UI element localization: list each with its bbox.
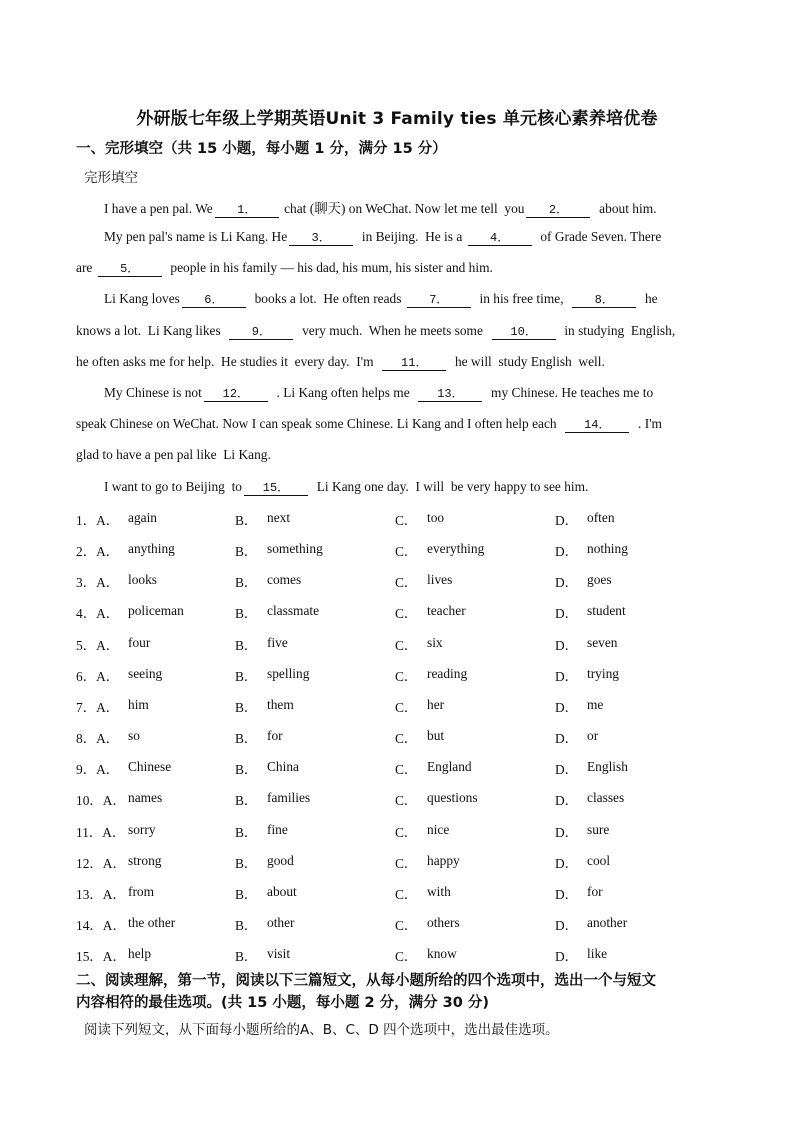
option-c-letter: C． <box>395 949 418 964</box>
option-c-letter: C． <box>395 606 418 621</box>
option-row <box>76 822 736 842</box>
option-c[interactable]: happy <box>427 853 460 868</box>
option-b[interactable]: for <box>267 728 283 743</box>
option-c[interactable]: but <box>427 728 445 743</box>
option-c[interactable]: teacher <box>427 603 466 618</box>
option-d-letter: D． <box>555 575 579 590</box>
question-number: 7．A． <box>76 700 120 715</box>
option-b-letter: B． <box>235 544 258 559</box>
answer-blank[interactable]: 5． <box>98 262 162 277</box>
option-row <box>76 603 736 623</box>
question-number: 1．A． <box>76 513 120 528</box>
passage-line <box>76 260 720 277</box>
option-row <box>76 759 736 779</box>
option-c-letter: C． <box>395 544 418 559</box>
section1-label: 完形填空 <box>84 170 138 186</box>
passage-text: about him. <box>592 201 657 216</box>
option-a[interactable]: seeing <box>128 666 163 681</box>
option-b[interactable]: them <box>267 697 294 712</box>
passage-line <box>104 479 748 496</box>
passage-text: in Beijing. He is a <box>355 229 466 244</box>
option-d[interactable]: English <box>587 759 628 774</box>
option-b-letter: B． <box>235 731 258 746</box>
answer-blank[interactable]: 9． <box>229 325 293 340</box>
answer-blank[interactable]: 4． <box>468 231 532 246</box>
option-d[interactable]: cool <box>587 853 611 868</box>
option-a[interactable]: Chinese <box>128 759 172 774</box>
option-b[interactable]: five <box>267 635 288 650</box>
option-d[interactable]: trying <box>587 666 619 681</box>
option-b-letter: B． <box>235 638 258 653</box>
option-b-letter: B． <box>235 825 258 840</box>
option-d-letter: D． <box>555 638 579 653</box>
option-c[interactable]: lives <box>427 572 453 587</box>
option-c[interactable]: too <box>427 510 445 525</box>
section1-heading: 一、完形填空（共 15 小题，每小题 1 分，满分 15 分） <box>76 141 447 157</box>
option-row <box>76 635 736 655</box>
passage-line <box>104 385 748 402</box>
option-row <box>76 666 736 686</box>
answer-blank[interactable]: 3． <box>289 231 353 246</box>
option-c[interactable]: nice <box>427 822 450 837</box>
section2-instruction: 阅读下列短文，从下面每小题所给的A、B、C、D 四个选项中，选出最佳选项。 <box>84 1022 559 1038</box>
section2-heading-line2: 内容相符的最佳选项。(共 15 小题，每小题 2 分，满分 30 分) <box>76 995 489 1011</box>
option-b-letter: B． <box>235 700 258 715</box>
option-d[interactable]: nothing <box>587 541 628 556</box>
option-d-letter: D． <box>555 544 579 559</box>
option-c-letter: C． <box>395 856 418 871</box>
option-d-letter: D． <box>555 513 579 528</box>
option-d[interactable]: often <box>587 510 615 525</box>
option-c-letter: C． <box>395 762 418 777</box>
option-b-letter: B． <box>235 513 258 528</box>
option-d[interactable]: for <box>587 884 603 899</box>
answer-blank[interactable]: 11． <box>382 356 446 371</box>
passage-text: I have a pen pal. We <box>104 201 213 216</box>
question-number: 9．A． <box>76 762 120 777</box>
passage-text: . Li Kang often helps me <box>269 385 417 400</box>
option-c-letter: C． <box>395 887 418 902</box>
answer-blank[interactable]: 8． <box>572 293 636 308</box>
option-c-letter: C． <box>395 575 418 590</box>
question-number: 6．A． <box>76 669 120 684</box>
option-b[interactable]: visit <box>267 946 291 961</box>
option-row <box>76 853 736 873</box>
option-d-letter: D． <box>555 918 579 933</box>
option-d[interactable]: goes <box>587 572 612 587</box>
passage-text: he will study English well. <box>448 354 605 369</box>
option-row <box>76 946 736 966</box>
option-d[interactable]: seven <box>587 635 618 650</box>
passage-text: My Chinese is not <box>104 385 202 400</box>
option-a[interactable]: anything <box>128 541 175 556</box>
option-d[interactable]: another <box>587 915 628 930</box>
option-row <box>76 697 736 717</box>
option-a[interactable]: strong <box>128 853 162 868</box>
option-a[interactable]: him <box>128 697 149 712</box>
option-c[interactable]: reading <box>427 666 468 681</box>
passage-text: he <box>638 291 658 306</box>
option-c-letter: C． <box>395 669 418 684</box>
question-number: 5．A． <box>76 638 120 653</box>
option-c-letter: C． <box>395 700 418 715</box>
passage-text: are <box>76 260 96 275</box>
option-b-letter: B． <box>235 575 258 590</box>
option-row <box>76 790 736 810</box>
passage-line <box>104 291 748 308</box>
option-a[interactable]: help <box>128 946 152 961</box>
option-d-letter: D． <box>555 825 579 840</box>
option-b[interactable]: spelling <box>267 666 310 681</box>
option-c-letter: C． <box>395 918 418 933</box>
option-row <box>76 915 736 935</box>
option-row <box>76 728 736 748</box>
option-b[interactable]: China <box>267 759 299 774</box>
passage-text: My pen pal's name is Li Kang. He <box>104 229 288 244</box>
option-b[interactable]: classmate <box>267 603 320 618</box>
option-d-letter: D． <box>555 949 579 964</box>
passage-text: I want to go to Beijing to <box>104 479 242 494</box>
option-d-letter: D． <box>555 606 579 621</box>
option-a[interactable]: so <box>128 728 140 743</box>
option-c[interactable]: questions <box>427 790 478 805</box>
option-d-letter: D． <box>555 856 579 871</box>
passage-text: speak Chinese on WeChat. Now I can speak some Chinese. Li Kang and I often help each <box>76 416 564 431</box>
option-a[interactable]: looks <box>128 572 158 587</box>
answer-blank[interactable]: 6． <box>182 293 246 308</box>
question-number: 3．A． <box>76 575 120 590</box>
option-c-letter: C． <box>395 793 418 808</box>
passage-text: people in his family — his dad, his mum, his sister and him. <box>163 260 493 275</box>
passage-text: of Grade Seven. There <box>533 229 662 244</box>
passage-text: Li Kang loves <box>104 291 180 306</box>
option-c-letter: C． <box>395 731 418 746</box>
document-title: 外研版七年级上学期英语Unit 3 Family ties 单元核心素养培优卷 <box>136 109 658 129</box>
option-b[interactable]: families <box>267 790 311 805</box>
option-row <box>76 541 736 561</box>
question-number: 8．A． <box>76 731 120 746</box>
passage-text: in his free time, <box>472 291 571 306</box>
passage-text: very much. When he meets some <box>295 323 490 338</box>
option-c[interactable]: England <box>427 759 472 774</box>
option-c[interactable]: with <box>427 884 451 899</box>
answer-blank[interactable]: 2． <box>526 203 590 218</box>
option-c[interactable]: six <box>427 635 443 650</box>
passage-line <box>104 198 748 218</box>
option-d-letter: D． <box>555 887 579 902</box>
option-b-letter: B． <box>235 793 258 808</box>
option-b[interactable]: fine <box>267 822 288 837</box>
option-a[interactable]: the other <box>128 915 176 930</box>
option-c-letter: C． <box>395 513 418 528</box>
question-number: 4．A． <box>76 606 120 621</box>
option-c[interactable]: everything <box>427 541 485 556</box>
option-d[interactable]: or <box>587 728 599 743</box>
option-d-letter: D． <box>555 762 579 777</box>
passage-line <box>104 229 748 246</box>
option-b-letter: B． <box>235 918 258 933</box>
option-a[interactable]: from <box>128 884 155 899</box>
passage-text: knows a lot. Li Kang likes <box>76 323 228 338</box>
passage-text: my Chinese. He teaches me to <box>484 385 654 400</box>
option-b[interactable]: about <box>267 884 297 899</box>
option-d-letter: D． <box>555 793 579 808</box>
option-b[interactable]: comes <box>267 572 302 587</box>
option-d-letter: D． <box>555 669 579 684</box>
option-a[interactable]: policeman <box>128 603 184 618</box>
option-d-letter: D． <box>555 700 579 715</box>
option-c-letter: C． <box>395 638 418 653</box>
answer-blank[interactable]: 13． <box>418 387 482 402</box>
passage-text: in studying English, <box>557 323 676 338</box>
option-c[interactable]: her <box>427 697 445 712</box>
passage-text: Li Kang one day. I will be very happy to see him. <box>310 479 589 494</box>
question-number: 15．A． <box>76 949 126 964</box>
option-c[interactable]: know <box>427 946 457 961</box>
option-d-letter: D． <box>555 731 579 746</box>
passage-text: books a lot. He often reads <box>247 291 405 306</box>
option-a[interactable]: sorry <box>128 822 156 837</box>
option-b[interactable]: other <box>267 915 295 930</box>
question-number: 13．A． <box>76 887 126 902</box>
option-a[interactable]: names <box>128 790 163 805</box>
option-d[interactable]: me <box>587 697 604 712</box>
option-c-letter: C． <box>395 825 418 840</box>
option-b[interactable]: next <box>267 510 291 525</box>
answer-blank[interactable]: 12． <box>204 387 268 402</box>
answer-blank[interactable]: 14． <box>565 418 629 433</box>
option-b-letter: B． <box>235 949 258 964</box>
option-d[interactable]: student <box>587 603 626 618</box>
answer-blank[interactable]: 1． <box>215 203 279 218</box>
passage-line <box>76 323 720 340</box>
option-a[interactable]: four <box>128 635 151 650</box>
passage-text: glad to have a pen pal like Li Kang. <box>76 447 271 462</box>
option-b-letter: B． <box>235 762 258 777</box>
passage-text: he often asks me for help. He studies it every day. I'm <box>76 354 381 369</box>
option-a[interactable]: again <box>128 510 157 525</box>
question-number: 2．A． <box>76 544 120 559</box>
option-row <box>76 510 736 530</box>
passage-line <box>76 447 720 463</box>
option-row <box>76 884 736 904</box>
passage-line <box>76 416 720 433</box>
option-b-letter: B． <box>235 887 258 902</box>
option-d[interactable]: like <box>587 946 608 961</box>
question-number: 11．A． <box>76 825 126 840</box>
option-b-letter: B． <box>235 606 258 621</box>
option-b-letter: B． <box>235 856 258 871</box>
passage-text: chat (聊天) on WeChat. Now let me tell you <box>280 201 525 216</box>
passage-text: . I'm <box>631 416 662 431</box>
question-number: 12．A． <box>76 856 126 871</box>
option-b[interactable]: good <box>267 853 294 868</box>
option-row <box>76 572 736 592</box>
answer-blank[interactable]: 15． <box>244 481 308 496</box>
answer-blank[interactable]: 10． <box>492 325 556 340</box>
option-d[interactable]: sure <box>587 822 610 837</box>
section2-heading-line1: 二、阅读理解，第一节，阅读以下三篇短文，从每小题所给的四个选项中，选出一个与短文 <box>76 973 656 989</box>
option-d[interactable]: classes <box>587 790 625 805</box>
option-b[interactable]: something <box>267 541 323 556</box>
answer-blank[interactable]: 7． <box>407 293 471 308</box>
passage-line <box>76 354 720 371</box>
option-b-letter: B． <box>235 669 258 684</box>
question-number: 10．A． <box>76 793 126 808</box>
question-number: 14．A． <box>76 918 126 933</box>
option-c[interactable]: others <box>427 915 460 930</box>
